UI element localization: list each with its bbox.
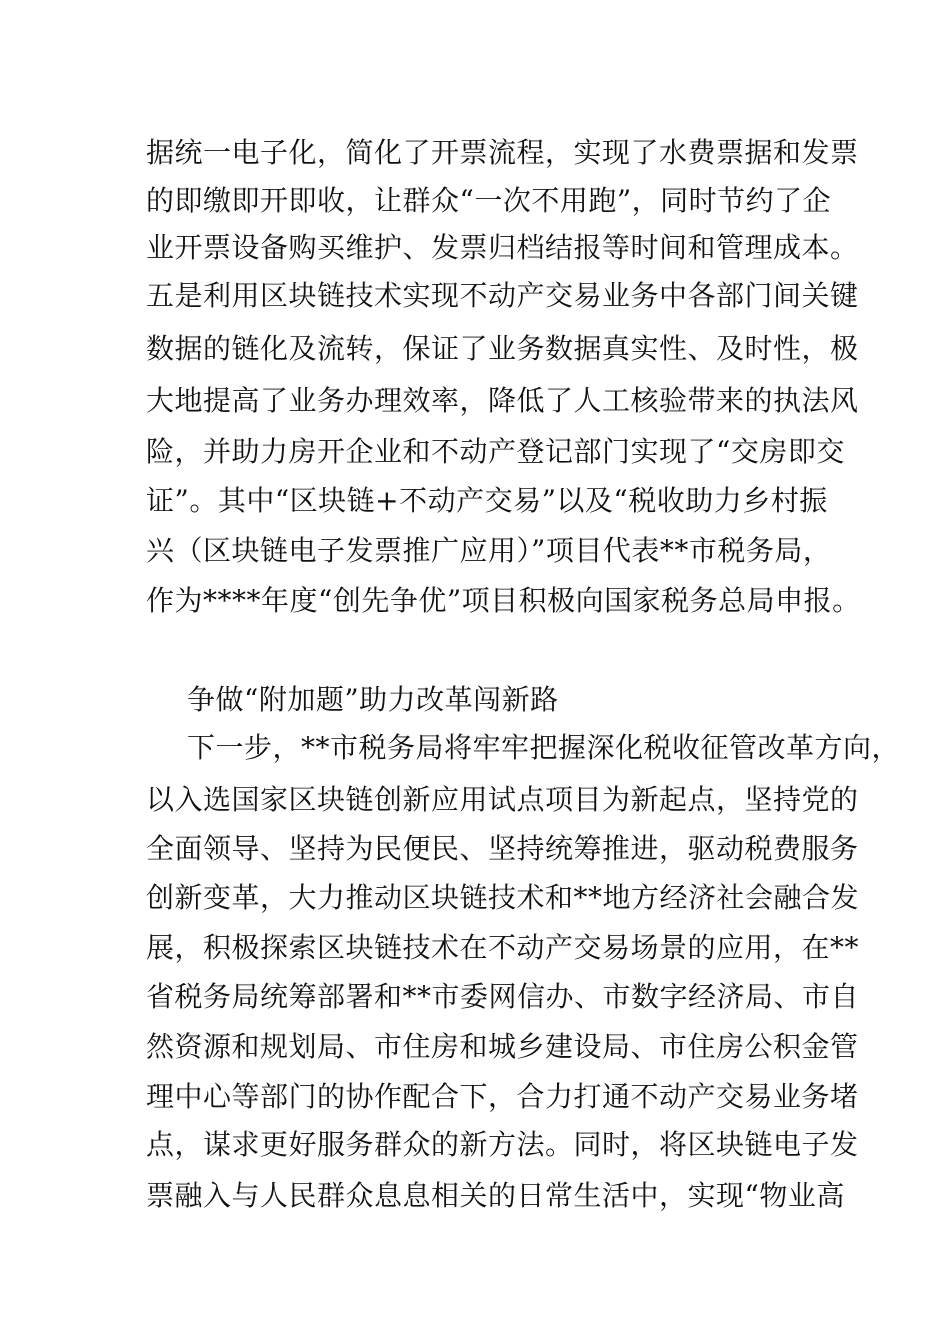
text-line: 的即缴即开即收，让群众“一次不用跑”，同时节约了企 <box>146 184 832 217</box>
text-line: 点，谋求更好服务群众的新方法。同时，将区块链电子发 <box>146 1128 859 1161</box>
text-line: 五是利用区块链技术实现不动产交易业务中各部门间关键 <box>146 279 859 312</box>
text-line: 大地提高了业务办理效率，降低了人工核验带来的执法风 <box>146 384 859 417</box>
section-heading: 争做“附加题”助力改革闯新路 <box>187 683 559 716</box>
text-line: 票融入与人民群众息息相关的日常生活中，实现“物业高 <box>146 1179 845 1212</box>
text-line: 证”。其中“区块链+不动产交易”以及“税收助力乡村振 <box>146 484 828 517</box>
text-line: 兴（区块链电子发票推广应用）”项目代表**市税务局， <box>146 534 832 567</box>
text-line: 作为****年度“创先争优”项目积极向国家税务总局申报。 <box>146 584 861 617</box>
text-line: 展，积极探索区块链技术在不动产交易场景的应用，在** <box>146 931 860 964</box>
text-line: 业开票设备购买维护、发票归档结报等时间和管理成本。 <box>146 231 859 264</box>
text-line: 数据的链化及流转，保证了业务数据真实性、及时性，极 <box>146 332 859 365</box>
text-line: 省税务局统筹部署和**市委网信办、市数字经济局、市自 <box>146 980 860 1013</box>
text-line: 以入选国家区块链创新应用试点项目为新起点，坚持党的 <box>146 783 859 816</box>
text-line: 险，并助力房开企业和不动产登记部门实现了“交房即交 <box>146 435 845 468</box>
text-line: 创新变革，大力推动区块链技术和**地方经济社会融合发 <box>146 881 860 914</box>
text-line: 然资源和规划局、市住房和城乡建设局、市住房公积金管 <box>146 1030 859 1063</box>
text-line: 全面领导、坚持为民便民、坚持统筹推进，驱动税费服务 <box>146 832 859 865</box>
text-line: 据统一电子化，简化了开票流程，实现了水费票据和发票 <box>146 136 859 169</box>
text-line: 下一步，**市税务局将牢牢把握深化税收征管改革方向， <box>187 731 901 764</box>
text-line: 理中心等部门的协作配合下，合力打通不动产交易业务堵 <box>146 1080 859 1113</box>
